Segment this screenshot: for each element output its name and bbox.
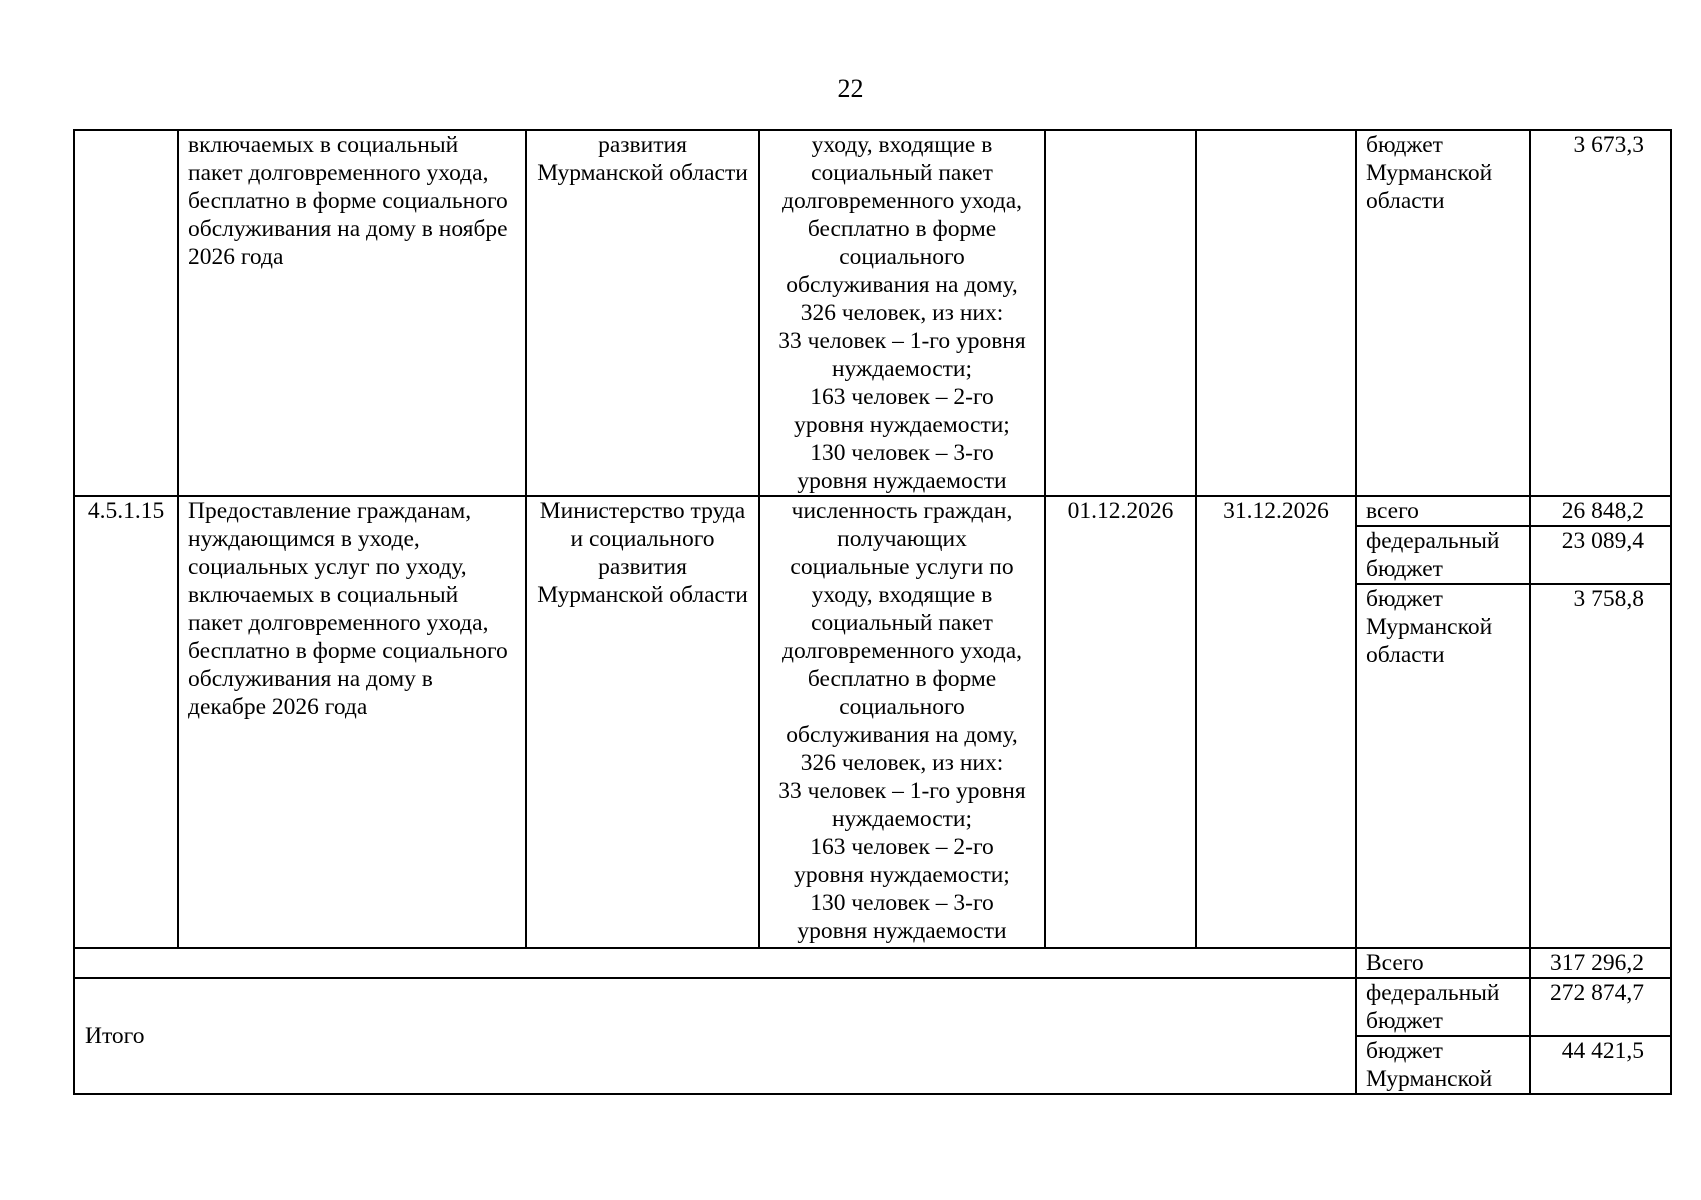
indicator-line: уходу, входящие в bbox=[811, 582, 993, 608]
cell-activity-name: включаемых в социальный пакет долговременного ухода, бесплатно в форме социального обслуживания на дому в ноябре 2026 года bbox=[178, 130, 526, 496]
cell-funding-amount: 26 848,2 bbox=[1530, 496, 1671, 526]
cell-funding-amount: 3 758,8 bbox=[1530, 584, 1671, 948]
cell-executor: Министерство труда и социального развития Мурманской области bbox=[526, 496, 759, 948]
indicator-line: социального bbox=[839, 694, 965, 720]
total-spacer-cell bbox=[74, 948, 1356, 978]
table-row-total bbox=[74, 978, 1671, 1036]
indicator-line: уровня нуждаемости; bbox=[794, 862, 1010, 888]
indicator-line: 163 человек – 2-го bbox=[810, 384, 994, 410]
cell-funding-amount: 272 874,7 bbox=[1530, 978, 1671, 1036]
total-label: Итого bbox=[74, 978, 1356, 1094]
table-row-total bbox=[74, 948, 1671, 978]
indicator-line: уровня нуждаемости; bbox=[794, 412, 1010, 438]
indicator-line: 326 человек, из них: bbox=[800, 300, 1004, 326]
indicator-line: нуждаемости; bbox=[831, 356, 973, 382]
indicator-line: обслуживания на дому, bbox=[786, 272, 1018, 298]
cell-funding-amount: 3 673,3 bbox=[1530, 130, 1671, 496]
cell-funding-amount: 44 421,5 bbox=[1530, 1036, 1671, 1094]
cell-funding-source: бюджет Мурманской области bbox=[1356, 130, 1530, 496]
indicator-line: 163 человек – 2-го bbox=[810, 834, 994, 860]
indicator-line: долговременного ухода, bbox=[781, 638, 1023, 664]
table-row-4-5-1-15 bbox=[74, 496, 1671, 526]
indicator-line: 33 человек – 1-го уровня bbox=[778, 778, 1026, 804]
indicator-line: 326 человек, из них: bbox=[800, 750, 1004, 776]
indicator-line: 130 человек – 3-го bbox=[810, 890, 994, 916]
page-number: 22 bbox=[837, 74, 864, 103]
cell-funding-source: всего bbox=[1356, 496, 1530, 526]
cell-funding-amount: 317 296,2 bbox=[1530, 948, 1671, 978]
cell-end-date bbox=[1196, 130, 1356, 496]
indicator-line: уходу, входящие в bbox=[811, 132, 993, 158]
indicator-line: уровня нуждаемости bbox=[797, 468, 1007, 494]
cell-number: 4.5.1.15 bbox=[74, 496, 178, 948]
indicator-line: социальный пакет bbox=[811, 160, 993, 186]
cell-indicator bbox=[759, 496, 1045, 948]
indicator-line: долговременного ухода, bbox=[781, 188, 1023, 214]
cell-funding-amount: 23 089,4 bbox=[1530, 526, 1671, 584]
indicator-line: 33 человек – 1-го уровня bbox=[778, 328, 1026, 354]
indicator-line: социального bbox=[839, 244, 965, 270]
cell-funding-source: федеральный бюджет bbox=[1356, 978, 1530, 1036]
indicator-line: численность граждан, bbox=[791, 498, 1013, 524]
cell-funding-source: Всего bbox=[1356, 948, 1530, 978]
cell-executor: развития Мурманской области bbox=[526, 130, 759, 496]
cell-end-date: 31.12.2026 bbox=[1196, 496, 1356, 948]
cell-start-date: 01.12.2026 bbox=[1045, 496, 1196, 948]
indicator-line: социальные услуги по bbox=[790, 554, 1014, 580]
cell-funding-source: бюджет Мурманской bbox=[1356, 1036, 1530, 1094]
cell-number bbox=[74, 130, 178, 496]
cell-start-date bbox=[1045, 130, 1196, 496]
indicator-line: бесплатно в форме bbox=[807, 666, 997, 692]
indicator-line: бесплатно в форме bbox=[807, 216, 997, 242]
cell-activity-name: Предоставление гражданам, нуждающимся в уходе, социальных услуг по уходу, включаемых в социальный пакет долговременного ухода, бесплатно в форме социального обслуживания на дому в декабре 2026 года bbox=[178, 496, 526, 948]
cell-funding-source: федеральный бюджет bbox=[1356, 526, 1530, 584]
indicator-line: уровня нуждаемости bbox=[797, 918, 1007, 944]
program-activities-table bbox=[73, 129, 1672, 1095]
indicator-line: обслуживания на дому, bbox=[786, 722, 1018, 748]
indicator-line: социальный пакет bbox=[811, 610, 993, 636]
cell-indicator bbox=[759, 130, 1045, 496]
indicator-line: 130 человек – 3-го bbox=[810, 440, 994, 466]
cell-funding-source: бюджет Мурманской области bbox=[1356, 584, 1530, 948]
table-row-continuation bbox=[74, 130, 1671, 496]
indicator-line: получающих bbox=[837, 526, 967, 552]
indicator-line: нуждаемости; bbox=[831, 806, 973, 832]
